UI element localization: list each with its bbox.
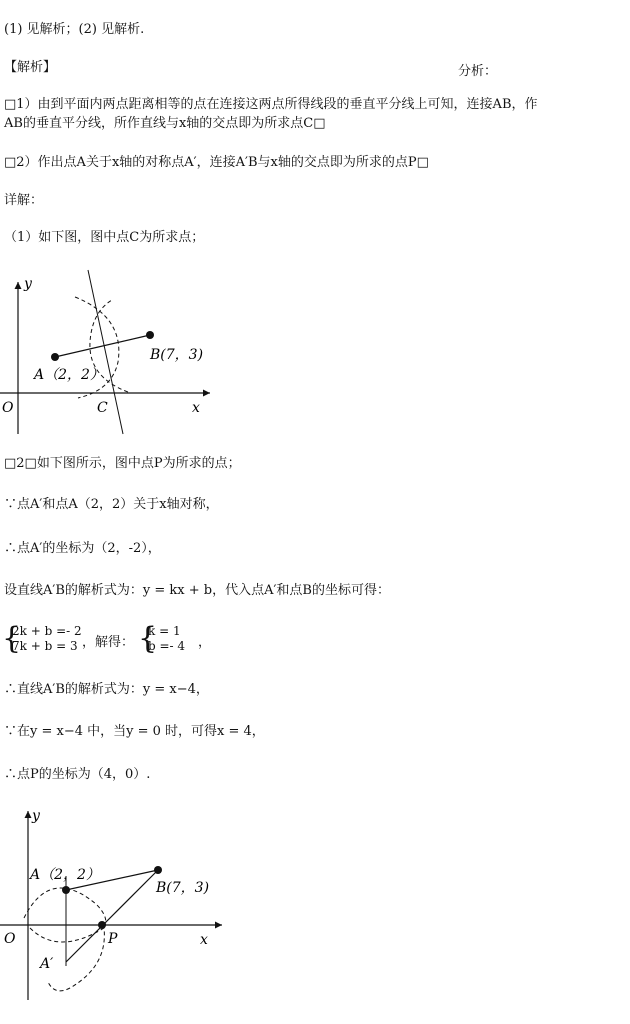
origin-label: O [2,400,14,416]
system-equation-1: 2k + b =- 2 [12,624,82,638]
x-axis-label: x [192,400,200,416]
jiexi-header: 【解析】 [4,60,57,75]
point-a-label: A（2，2） [30,867,100,883]
point-c-label: C [97,400,108,416]
segment-a-prime-b [66,870,158,962]
solution-line5: ∵在y = x−4 中，当y = 0 时，可得x = 4， [4,724,265,739]
point-a-prime-label: A′ [40,956,54,972]
point-b-dot [146,331,154,339]
part1-intro: （1）如下图，图中点C为所求点； [4,230,205,245]
figure2-diagram [0,806,240,1006]
left-brace: { [2,621,22,656]
point-b-dot [154,866,162,874]
solve-text: ，解得： [82,635,135,650]
analysis-part2: □2）作出点A关于x轴的对称点A′，连接A′B与x轴的交点即为所求的点P□ [4,155,429,170]
construction-arc-upper [24,888,106,928]
solution-line3: 设直线A′B的解析式为：y = kx + b，代入点A′和点B的坐标可得： [4,583,390,598]
solution-line1: ∵点A′和点A（2，2）关于x轴对称， [4,497,219,512]
solution-line4: ∴直线A′B的解析式为：y = x−4， [4,682,209,697]
y-axis-label: y [32,808,40,824]
analysis-part1-line1: □1）由到平面内两点距离相等的点在连接这两点所得线段的垂直平分线上可知，连接AB，作 [4,97,538,112]
point-b-label: B(7，3) [150,347,204,363]
part2-intro: □2□如下图所示，图中点P为所求的点； [4,456,241,471]
solution-line6: ∴点P的坐标为（4，0）. [4,767,151,782]
system-tail: ， [198,635,212,650]
solution-line2: ∴点A′的坐标为（2，-2）， [4,541,161,556]
point-b-label: B(7，3) [156,880,210,896]
system-equation-2: 7k + b = 3 [12,639,78,653]
solution-brace: { [138,621,158,656]
x-axis-label: x [200,932,208,948]
point-p-label: P [108,931,118,947]
point-a-dot [62,886,70,894]
point-a-label: A（2，2） [34,367,104,383]
analysis-part1-line2: AB的垂直平分线，所作直线与x轴的交点即为所求点C□ [4,116,326,131]
solution-k: k = 1 [148,624,181,638]
point-a-dot [51,353,59,361]
point-p-dot [98,921,106,929]
fenxi-label: 分析： [458,64,498,79]
answer-line: (1) 见解析；(2) 见解析. [4,22,145,37]
figure1-diagram [0,262,230,442]
y-axis-label: y [24,276,32,292]
equation-system [2,622,222,658]
solution-b: b =- 4 [148,639,186,653]
origin-label: O [4,931,16,947]
detail-label: 详解： [4,193,44,208]
